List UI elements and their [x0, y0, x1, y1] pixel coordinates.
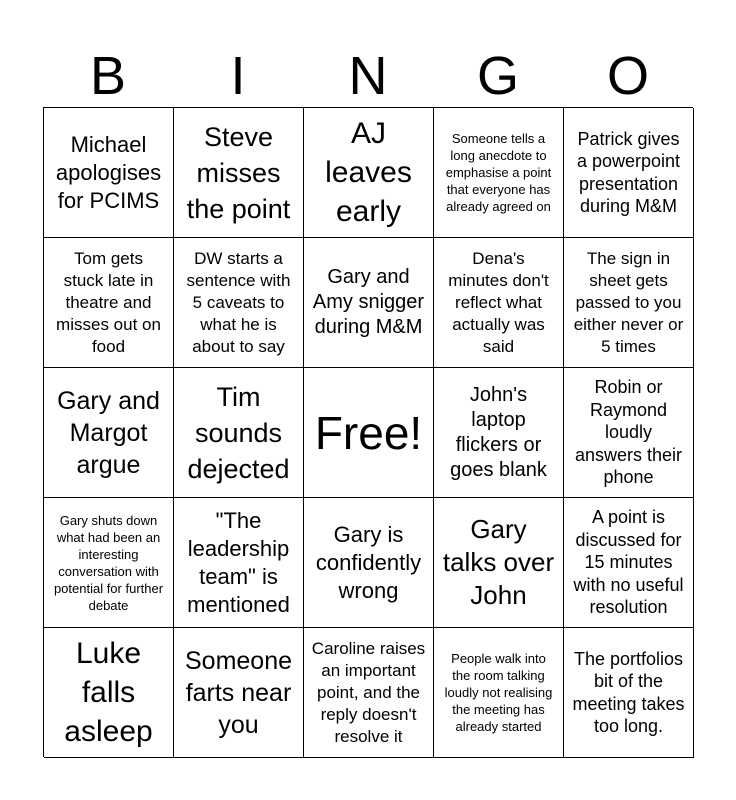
cell-text: Gary is confidently wrong: [315, 521, 422, 603]
cell-text: The portfolios bit of the meeting takes too long.: [572, 648, 685, 736]
cell-text: People walk into the room talking loudly not realising the meeting has already started: [444, 651, 553, 734]
cell-text: John's laptop flickers or goes blank: [450, 383, 547, 481]
cell-text: Gary and Amy snigger during M&M: [312, 266, 425, 338]
cell-text: Dena's minutes don't reflect what actually was said: [448, 248, 549, 356]
cell-text: Patrick gives a powerpoint presentation during M&M: [576, 128, 681, 216]
bingo-cell[interactable]: [304, 108, 434, 238]
cell-text: "The leadership team" is mentioned: [187, 507, 290, 617]
bingo-card: [43, 107, 693, 757]
bingo-cell[interactable]: [304, 628, 434, 758]
cell-text: Someone farts near you: [184, 646, 293, 739]
bingo-cell[interactable]: [564, 498, 694, 628]
bingo-cell[interactable]: [434, 368, 564, 498]
bingo-cell[interactable]: [564, 238, 694, 368]
header-letter-o: O: [606, 46, 649, 106]
bingo-cell[interactable]: [434, 238, 564, 368]
cell-text: The sign in sheet gets passed to you either never or 5 times: [573, 248, 684, 356]
header-letter-n: N: [348, 46, 388, 106]
bingo-cell[interactable]: [174, 368, 304, 498]
cell-text: Tim sounds dejected: [187, 381, 290, 484]
cell-text: Luke falls asleep: [64, 637, 153, 748]
cell-text: Steve misses the point: [186, 121, 291, 224]
bingo-header: [43, 44, 693, 108]
cell-text: DW starts a sentence with 5 caveats to what he is about to say: [186, 248, 291, 356]
cell-text: Gary and Margot argue: [57, 386, 160, 479]
bingo-cell[interactable]: [304, 368, 434, 498]
bingo-cell[interactable]: [304, 498, 434, 628]
bingo-cell[interactable]: [434, 628, 564, 758]
bingo-cell[interactable]: [174, 628, 304, 758]
bingo-cell[interactable]: [44, 368, 174, 498]
header-letter-i: I: [230, 46, 246, 106]
bingo-cell[interactable]: [564, 108, 694, 238]
bingo-cell[interactable]: [564, 628, 694, 758]
cell-text: Michael apologises for PCIMS: [55, 131, 162, 213]
cell-text: AJ leaves early: [325, 117, 412, 228]
cell-text: Tom gets stuck late in theatre and misses out on food: [56, 248, 161, 356]
bingo-cell[interactable]: [44, 498, 174, 628]
cell-text: Robin or Raymond loudly answers their phone: [574, 377, 683, 488]
bingo-cell[interactable]: [174, 498, 304, 628]
bingo-cell[interactable]: [304, 238, 434, 368]
free-space: Free!: [314, 406, 423, 459]
cell-text: Someone tells a long anecdote to emphasise a point that everyone has already agreed on: [445, 131, 552, 214]
bingo-cell[interactable]: [174, 108, 304, 238]
bingo-cell[interactable]: [174, 238, 304, 368]
cell-text: A point is discussed for 15 minutes with no useful resolution: [573, 507, 684, 618]
bingo-cell[interactable]: [44, 238, 174, 368]
cell-text: Caroline raises an important point, and the reply doesn't resolve it: [311, 638, 426, 746]
cell-text: Gary talks over John: [442, 514, 555, 610]
bingo-cell[interactable]: [44, 628, 174, 758]
bingo-cell[interactable]: [434, 108, 564, 238]
bingo-cell[interactable]: [44, 108, 174, 238]
bingo-cell[interactable]: [564, 368, 694, 498]
cell-text: Gary shuts down what had been an interesting conversation with potential for further debate: [53, 512, 164, 613]
header-letter-b: B: [89, 46, 127, 106]
bingo-cell[interactable]: [434, 498, 564, 628]
header-letter-g: G: [476, 46, 519, 106]
